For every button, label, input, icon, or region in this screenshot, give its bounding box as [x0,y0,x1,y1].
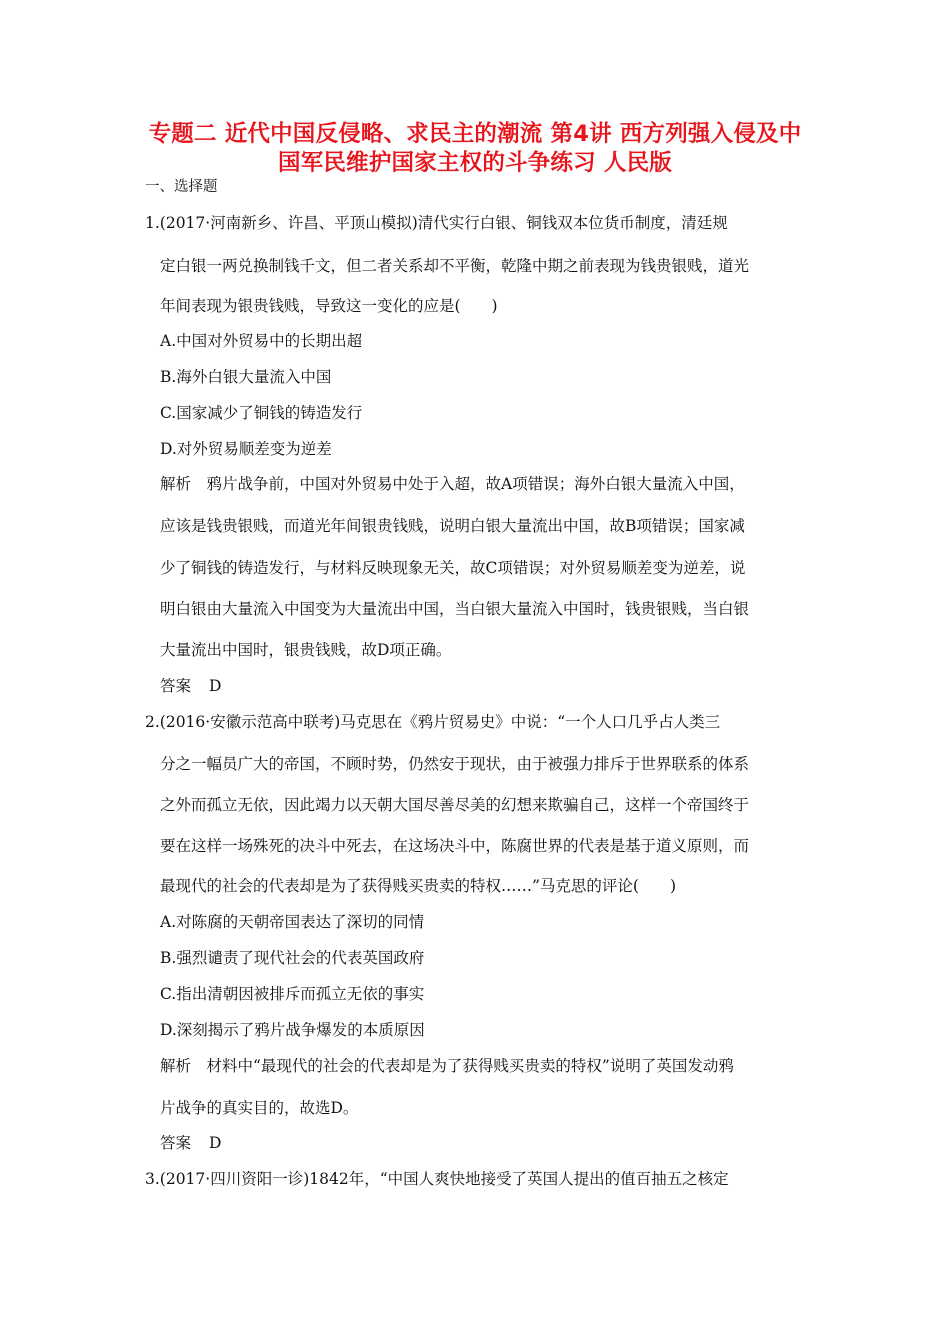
question-2-analysis-line: 解析 材料中“最现代的社会的代表却是为了获得贱买贵卖的特权”说明了英国发动鸦 [160,1057,734,1075]
question-1-stem-line: 定白银一两兑换制钱千文，但二者关系却不平衡，乾隆中期之前表现为钱贵银贱，道光 [160,257,750,275]
question-2-option-a: A.对陈腐的天朝帝国表达了深切的同情 [160,913,425,931]
question-1-option-a: A.中国对外贸易中的长期出超 [160,332,363,350]
question-2-stem-line: 分之一幅员广大的帝国，不顾时势，仍然安于现状，由于被强力排斥于世界联系的体系 [160,755,750,773]
question-1-stem-line: 年间表现为银贵钱贱，导致这一变化的应是( ) [160,297,498,315]
question-2-stem-line: 最现代的社会的代表却是为了获得贱买贵卖的特权……”马克思的评论( ) [160,877,677,895]
question-1-stem-line: 1.(2017·河南新乡、许昌、平顶山模拟)清代实行白银、铜钱双本位货币制度，清廷规 [145,214,728,232]
question-1-analysis-line: 少了铜钱的铸造发行，与材料反映现象无关，故C项错误；对外贸易顺差变为逆差，说 [160,559,746,577]
question-2-stem-line: 要在这样一场殊死的决斗中死去，在这场决斗中，陈腐世界的代表是基于道义原则，而 [160,837,750,855]
question-3-stem-line: 3.(2017·四川资阳一诊)1842年，“中国人爽快地接受了英国人提出的值百抽五之核定 [145,1170,729,1188]
question-2-option-c: C.指出清朝因被排斥而孤立无依的事实 [160,985,425,1003]
question-1-option-c: C.国家减少了铜钱的铸造发行 [160,404,363,422]
title-line: 专题二 近代中国反侵略、求民主的潮流 第4讲 西方列强入侵及中 [148,121,802,147]
question-2-stem-line: 之外而孤立无依，因此竭力以天朝大国尽善尽美的幻想来欺骗自己，这样一个帝国终于 [160,796,750,814]
question-2-analysis-line: 片战争的真实目的，故选D。 [160,1099,359,1117]
title-line: 国军民维护国家主权的斗争练习 人民版 [278,150,672,176]
section-heading: 一、选择题 [145,179,218,195]
question-1-analysis-line: 大量流出中国时，银贵钱贱，故D项正确。 [160,641,452,659]
question-1-option-d: D.对外贸易顺差变为逆差 [160,440,332,458]
question-2-option-b: B.强烈谴责了现代社会的代表英国政府 [160,949,425,967]
answer-value: D [209,1134,222,1152]
question-2-answer [160,1133,221,1153]
answer-label: 答案 [160,1134,192,1152]
question-2-stem-line: 2.(2016·安徽示范高中联考)马克思在《鸦片贸易史》中说：“一个人口几乎占人类三 [145,713,721,731]
question-1-answer [160,676,221,696]
question-1-analysis-line: 应该是钱贵银贱，而道光年间银贵钱贱，说明白银大量流出中国，故B项错误；国家减 [160,517,745,535]
answer-value: D [209,677,222,695]
document-title [100,120,850,178]
question-1-option-b: B.海外白银大量流入中国 [160,368,332,386]
question-2-option-d: D.深刻揭示了鸦片战争爆发的本质原因 [160,1021,425,1039]
answer-label: 答案 [160,677,192,695]
question-1-analysis-line: 明白银由大量流入中国变为大量流出中国，当白银大量流入中国时，钱贵银贱，当白银 [160,600,750,618]
question-1-analysis-line: 解析 鸦片战争前，中国对外贸易中处于入超，故A项错误；海外白银大量流入中国， [160,475,745,493]
